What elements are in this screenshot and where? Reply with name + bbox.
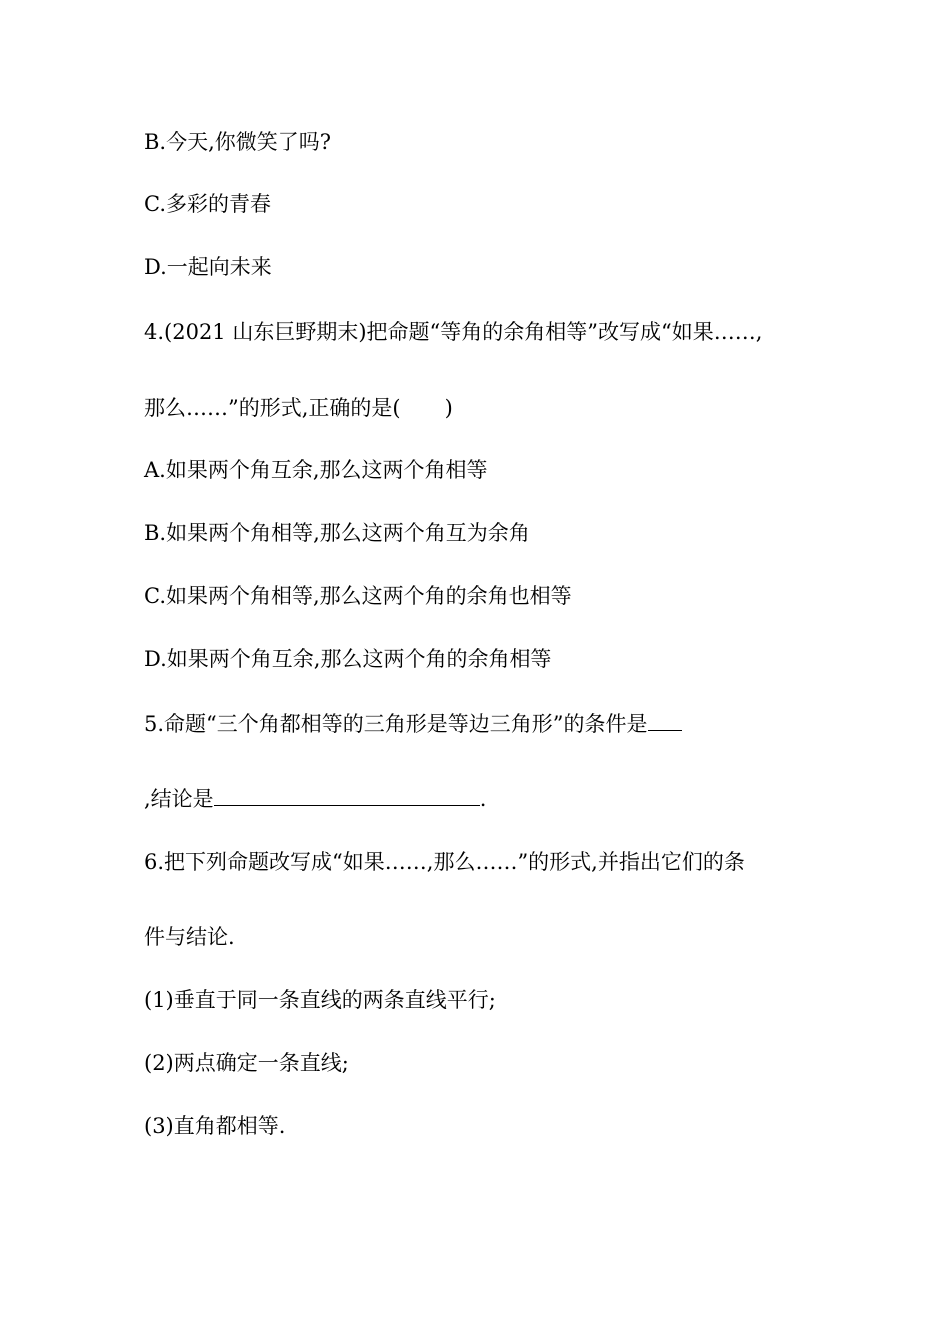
- q4-stem-text: 那么……”的形式,正确的是(: [144, 396, 401, 420]
- q6-item-3: (3)直角都相等.: [144, 1114, 286, 1138]
- q6-stem-line1: 6.把下列命题改写成“如果……,那么……”的形式,并指出它们的条: [144, 850, 745, 874]
- q5-stem-line2: [144, 785, 486, 813]
- q4-stem-line1: 4.(2021 山东巨野期末)把命题“等角的余角相等”改写成“如果……,: [144, 320, 763, 344]
- q4-option-d: D.如果两个角互余,那么这两个角的余角相等: [144, 647, 552, 671]
- q6-item-2: (2)两点确定一条直线;: [144, 1051, 349, 1075]
- q5-conclusion-label: ,结论是: [144, 787, 214, 811]
- q4-option-b: B.如果两个角相等,那么这两个角互为余角: [144, 521, 530, 545]
- q4-stem-close: ): [444, 396, 453, 420]
- q3-option-c: C.多彩的青春: [144, 192, 271, 216]
- q4-option-a: A.如果两个角互余,那么这两个角相等: [144, 458, 488, 482]
- q5-condition-blank: [648, 710, 682, 731]
- q6-stem-line2: 件与结论.: [144, 925, 235, 949]
- q6-item-1: (1)垂直于同一条直线的两条直线平行;: [144, 988, 496, 1012]
- q5-period: .: [479, 787, 487, 811]
- q4-stem-line2: [144, 394, 453, 422]
- q5-stem-text: 5.命题“三个角都相等的三角形是等边三角形”的条件是: [144, 712, 648, 736]
- q3-option-d: D.一起向未来: [144, 255, 272, 279]
- q5-conclusion-blank: [214, 785, 480, 806]
- q3-option-b: B.今天,你微笑了吗?: [144, 130, 332, 154]
- q5-stem-line1: [144, 710, 682, 738]
- q4-option-c: C.如果两个角相等,那么这两个角的余角也相等: [144, 584, 572, 608]
